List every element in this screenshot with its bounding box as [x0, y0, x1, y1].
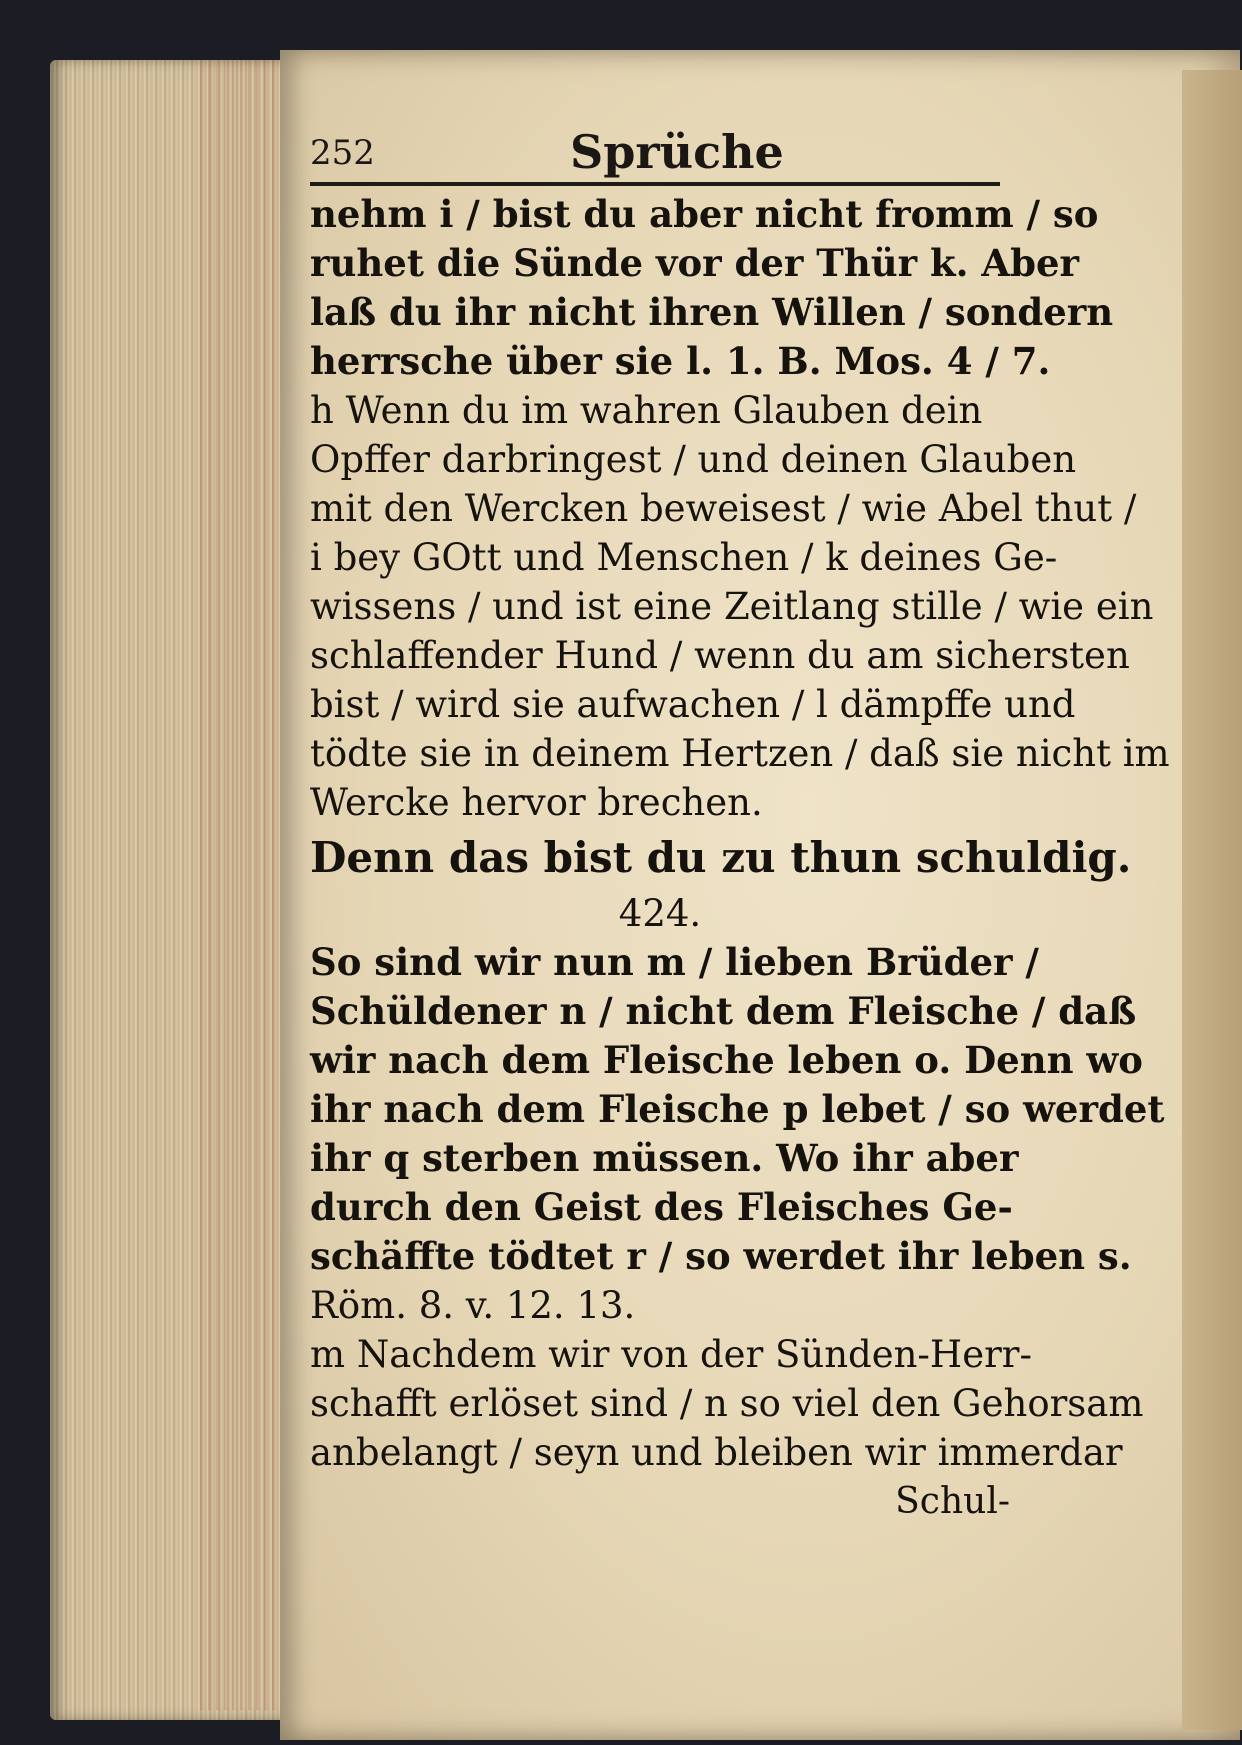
text-line: ihr q sterben müssen. Wo ihr aber: [310, 1136, 1019, 1180]
text-line: wissens / und ist eine Zeitlang stille / wie ein: [310, 585, 1154, 628]
next-page-edge: [1182, 70, 1242, 1730]
text-line: ihr nach dem Fleische p lebet / so werdet: [310, 1087, 1165, 1131]
verse-number: 424.: [618, 892, 702, 935]
page-body: [310, 190, 1170, 1526]
red-page-edge: [200, 60, 280, 1710]
header-rule: [310, 182, 1000, 186]
text-line: Wercke hervor brechen.: [310, 781, 763, 824]
text-line: schäffte tödtet r / so werdet ihr leben s.: [310, 1234, 1132, 1278]
text-line: schafft erlöset sind / n so viel den Gehorsam: [310, 1382, 1144, 1425]
catchword: Schul-: [895, 1481, 1010, 1522]
citation: Röm. 8. v. 12. 13.: [310, 1284, 636, 1327]
text-line: Opffer darbringest / und deinen Glauben: [310, 438, 1077, 481]
running-head: Sprüche: [570, 125, 784, 179]
page-number: 252: [310, 133, 375, 173]
text-line: h Wenn du im wahren Glauben dein: [310, 389, 983, 432]
text-line: i bey GOtt und Menschen / k deines Ge-: [310, 536, 1058, 579]
text-line: tödte sie in deinem Hertzen / daß sie nicht im: [310, 732, 1170, 775]
text-line: Schüldener n / nicht dem Fleische / daß: [310, 989, 1137, 1033]
text-line: herrsche über sie l. 1. B. Mos. 4 / 7.: [310, 339, 1051, 383]
text-line: durch den Geist des Fleisches Ge-: [310, 1185, 1013, 1229]
text-line: laß du ihr nicht ihren Willen / sondern: [310, 290, 1114, 334]
text-line: So sind wir nun m / lieben Brüder /: [310, 940, 1039, 984]
text-line: nehm i / bist du aber nicht fromm / so: [310, 192, 1099, 236]
text-line: mit den Wercken beweisest / wie Abel thut /: [310, 487, 1137, 530]
text-line: bist / wird sie aufwachen / l dämpffe und: [310, 683, 1076, 726]
text-line: schlaffender Hund / wenn du am sichersten: [310, 634, 1130, 677]
text-line: m Nachdem wir von der Sünden-Herr-: [310, 1333, 1032, 1376]
text-line: wir nach dem Fleische leben o. Denn wo: [310, 1038, 1143, 1082]
section-heading: Denn das bist du zu thun schuldig.: [310, 833, 1132, 882]
page-header: [310, 125, 1000, 185]
text-line: ruhet die Sünde vor der Thür k. Aber: [310, 241, 1080, 285]
text-line: anbelangt / seyn und bleiben wir immerdar: [310, 1431, 1123, 1474]
